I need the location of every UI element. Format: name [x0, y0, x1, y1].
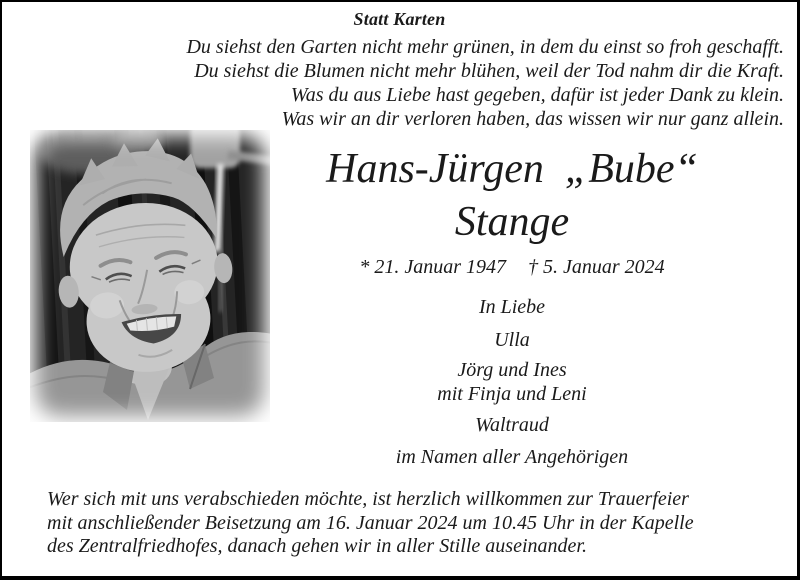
birth-date: * 21. Januar 1947 — [359, 256, 506, 278]
memorial-poem — [186, 35, 784, 131]
mourners-line: Jörg und Ines — [457, 359, 567, 381]
poem-line: Was du aus Liebe hast gegeben, dafür ist jeder Dank zu klein. — [290, 84, 784, 106]
mourners-line: Ulla — [494, 329, 530, 351]
funeral-notice-line: mit anschließender Beisetzung am 16. Januar 2024 um 10.45 Uhr in der Kapelle — [47, 511, 694, 534]
poem-line: Du siehst die Blumen nicht mehr blühen, weil der Tod nahm dir die Kraft. — [194, 60, 784, 82]
funeral-notice-line: Wer sich mit uns verabschieden möchte, ist herzlich willkommen zur Trauerfeier — [47, 488, 689, 510]
mourners-list — [252, 295, 772, 469]
portrait-photo-graphic — [30, 130, 270, 422]
deceased-name-and-nickname: Hans-Jürgen „Bube“ — [326, 146, 698, 192]
mourners-line: In Liebe — [478, 296, 546, 318]
funeral-notice — [47, 488, 767, 559]
header-note: Statt Karten — [353, 9, 446, 29]
death-date: † 5. Januar 2024 — [528, 256, 665, 278]
mourners-line: Waltraud — [475, 414, 549, 436]
poem-line: Du siehst den Garten nicht mehr grünen, in dem du einst so froh geschafft. — [186, 36, 784, 58]
life-dates — [252, 255, 772, 279]
funeral-notice-line: des Zentralfriedhofes, danach gehen wir in aller Stille auseinander. — [47, 535, 587, 557]
mourners-line: mit Finja und Leni — [437, 383, 587, 405]
mourners-line: im Namen aller Angehörigen — [395, 446, 629, 468]
deceased-surname: Stange — [454, 199, 570, 245]
portrait-photo — [30, 130, 270, 422]
announcement-column — [252, 143, 772, 469]
poem-line: Was wir an dir verloren haben, das wissen wir nur ganz allein. — [281, 108, 784, 130]
